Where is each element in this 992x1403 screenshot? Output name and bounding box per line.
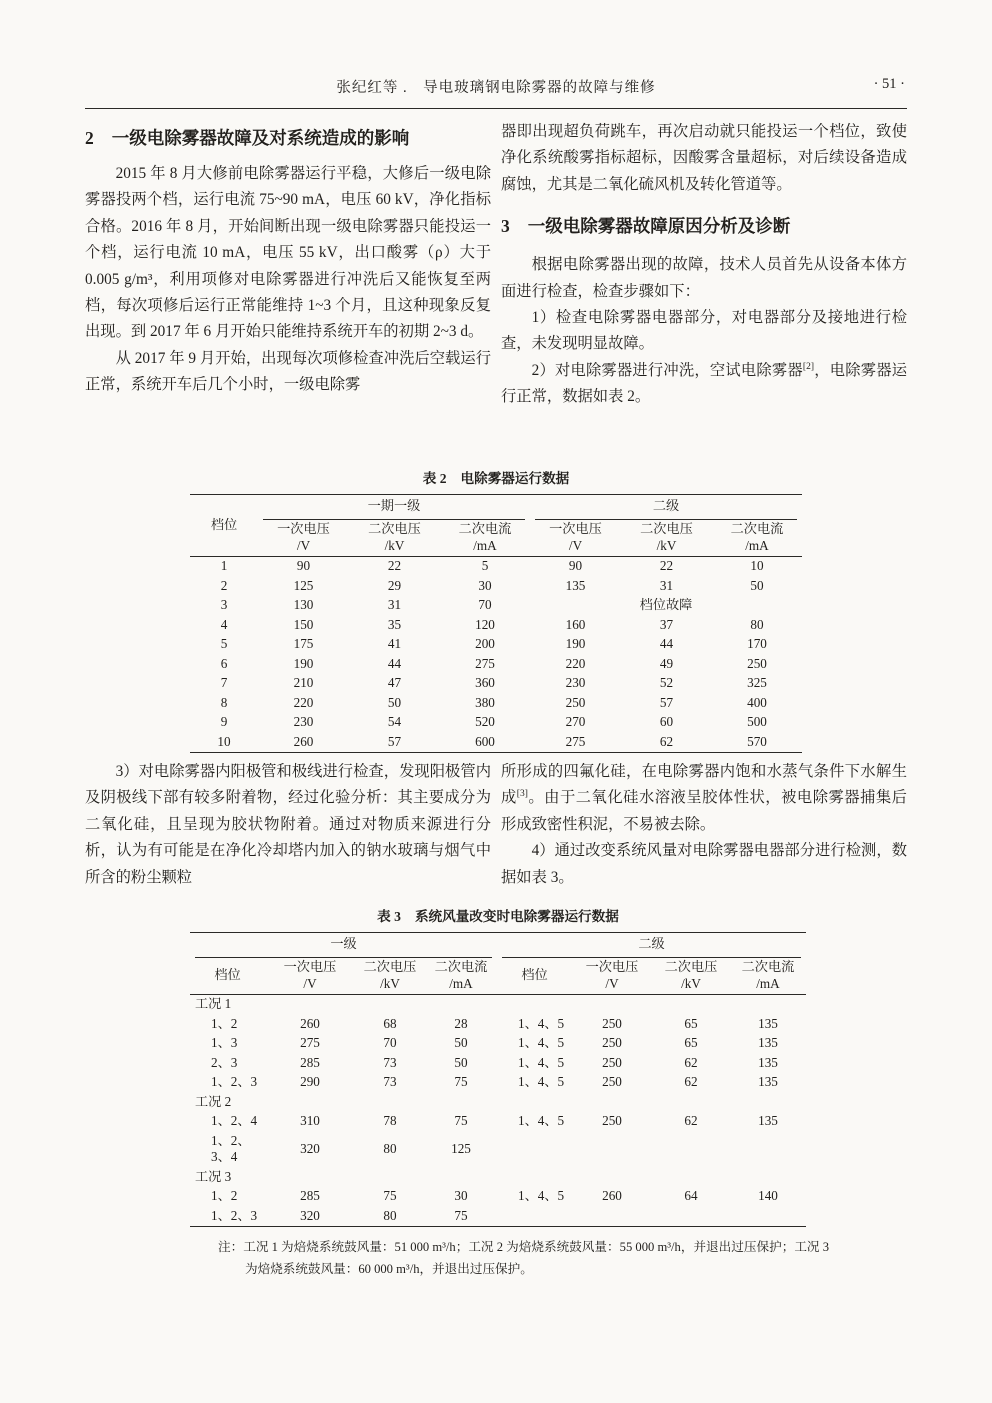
table-2-cell: 135 — [565, 577, 586, 593]
table-3-cell: 1、2 — [211, 1188, 238, 1203]
paragraph: 从 2017 年 9 月开始，出现每次项修检查冲洗后空载运行正常，系统开车后几个小时，一级电除雾 — [85, 349, 491, 394]
table-2-cell: 360 — [475, 675, 495, 690]
right-column-1 — [501, 119, 907, 411]
table-3-cell: 285 — [300, 1188, 320, 1203]
table-2-cell: 5 — [481, 558, 489, 573]
table-3-condition-row — [190, 1092, 806, 1112]
table-3-cell: 135 — [758, 1015, 778, 1031]
table-2-cell: 60 — [659, 714, 674, 729]
table-2-cell: 29 — [387, 577, 402, 593]
header-rule — [85, 108, 907, 109]
running-title: 张纪红等 . 导电玻璃钢电除雾器的故障与维修 — [336, 80, 656, 96]
table-3-caption-title: 系统风量改变时电除雾器运行数据 — [414, 909, 619, 924]
table-3-cell: 285 — [300, 1054, 320, 1070]
table-3-cell: 80 — [383, 1207, 397, 1223]
table-2-caption-label: 表 2 — [422, 471, 447, 486]
section-3-title: 一级电除雾器故障原因分析及诊断 — [527, 216, 791, 237]
table-3-condition-label: 工况 3 — [195, 1168, 232, 1184]
section-2-number: 2 — [85, 128, 94, 148]
table-2-cell: 57 — [659, 694, 674, 710]
table-3-cell: 140 — [758, 1188, 778, 1203]
table-3-cell: 1、4、5 — [518, 1054, 565, 1070]
table-2-cell: 档位故障 — [639, 597, 693, 612]
table-3-cell: 250 — [602, 1113, 622, 1128]
table-2-cell: 270 — [565, 714, 586, 729]
right-column-2 — [501, 759, 907, 891]
paragraph-step-1: 1）检查电除雾器电器部分，对电器部分及接地进行检查，未发现明显故障。 — [501, 309, 907, 353]
table-3-cell — [572, 1131, 652, 1167]
section-2-title: 一级电除雾器故障及对系统造成的影响 — [111, 128, 410, 148]
table-2-col-header: 一次电压 /V — [530, 520, 621, 557]
table-3-cell: 75 — [454, 1207, 468, 1223]
table-3-cell: 50 — [454, 1054, 468, 1070]
table-3-cell: 1、2、3、4 — [211, 1132, 251, 1164]
table-2-cell: 190 — [565, 636, 586, 651]
table-3-cell: 250 — [602, 1035, 622, 1050]
table-2-row — [190, 576, 802, 596]
table-2-cell: 220 — [293, 694, 314, 710]
table-2-cell: 44 — [387, 655, 402, 671]
table-3-cell: 1、4、5 — [518, 1113, 565, 1128]
table-3-cell: 1、2 — [211, 1015, 238, 1031]
table-2-cell: 275 — [475, 655, 495, 671]
table-2-cell: 150 — [293, 616, 314, 632]
section-2-heading — [85, 123, 491, 153]
table-3-condition-label: 工况 2 — [195, 1093, 232, 1109]
left-column-1 — [85, 119, 491, 411]
table-2-cell: 600 — [475, 733, 495, 749]
table-2-cell: 54 — [387, 714, 402, 729]
table-3-cell: 125 — [451, 1140, 471, 1156]
table-2-cell: 200 — [475, 636, 495, 651]
table-2-cell: 520 — [475, 714, 495, 729]
table-2-cell: 22 — [659, 558, 674, 573]
table-3-row — [190, 1112, 806, 1132]
table-2-cell: 275 — [565, 733, 586, 749]
table-3-cell: 135 — [758, 1074, 778, 1089]
table-2-cell: 500 — [747, 714, 767, 729]
table-2-caption — [190, 467, 802, 487]
table-3-row — [190, 1014, 806, 1034]
table-2-row — [190, 556, 802, 576]
table-3-cell: 250 — [602, 1074, 622, 1089]
table-3-cell — [652, 1131, 730, 1167]
section-3-heading — [501, 211, 907, 241]
table-3-col-header: 一次电压 /V — [572, 958, 652, 995]
table-2-cell: 90 — [296, 558, 311, 573]
table-2-cell: 175 — [293, 636, 314, 651]
table-2-cell: 125 — [293, 577, 314, 593]
table-3-cell: 1、4、5 — [518, 1188, 565, 1203]
table-3-cell: 80 — [383, 1140, 397, 1156]
table-3-cell — [730, 1206, 806, 1226]
paragraph: 根据电除雾器出现的故障，技术人员首先从设备本体方面进行检查，检查步骤如下： — [501, 256, 907, 300]
table-3-cell: 65 — [684, 1035, 698, 1050]
table-3-cell: 70 — [383, 1035, 397, 1050]
table-2-cell: 35 — [387, 616, 402, 632]
running-head — [85, 76, 907, 98]
paragraph-step-4: 4）通过改变系统风量对电除雾器电器部分进行检测，数据如表 3。 — [501, 842, 907, 886]
table-3-stub-header: 档位 — [497, 958, 572, 995]
table-3-cell: 290 — [300, 1074, 320, 1089]
table-3-cell: 135 — [758, 1113, 778, 1128]
table-2 — [190, 494, 802, 753]
table-3-row — [190, 1073, 806, 1093]
table-2-cell: 5 — [220, 636, 228, 651]
table-3-cell: 275 — [300, 1035, 320, 1050]
table-3-stub-header: 档位 — [190, 958, 265, 995]
table-3-cell — [572, 1206, 652, 1226]
table-2-cell: 3 — [220, 597, 228, 612]
table-3-cell: 1、2、3 — [211, 1074, 258, 1089]
table-2-col-header: 一次电压 /V — [258, 520, 349, 557]
table-2-cell: 44 — [659, 636, 674, 651]
table-2-cell: 41 — [387, 636, 402, 651]
table-3-row — [190, 1206, 806, 1226]
table-2-cell: 230 — [565, 675, 586, 690]
table-2-cell: 2 — [220, 577, 228, 593]
table-3-col-header: 二次电压 /kV — [355, 958, 425, 995]
table-3-row — [190, 1053, 806, 1073]
table-2-cell: 400 — [747, 694, 767, 710]
table-2-cell: 7 — [220, 675, 228, 690]
table-3-cell: 73 — [383, 1074, 397, 1089]
table-3-cell: 1、3 — [211, 1035, 238, 1050]
table-2-row — [190, 635, 802, 655]
table-2-cell: 70 — [478, 597, 492, 612]
table-2-cell: 260 — [293, 733, 314, 749]
table-2-cell: 37 — [659, 616, 674, 632]
table-2-cell: 120 — [475, 616, 495, 632]
table-3-cell: 1、4、5 — [518, 1074, 565, 1089]
table-3-cell: 320 — [300, 1207, 320, 1223]
table-2-row — [190, 732, 802, 752]
table-3-cell: 50 — [454, 1035, 468, 1050]
table-3-cell: 64 — [684, 1188, 698, 1203]
table-2-cell: 8 — [220, 694, 228, 710]
table-2-cell: 22 — [387, 558, 402, 573]
table-3-block — [190, 905, 829, 1280]
table-3-cell: 1、2、3 — [211, 1207, 258, 1223]
table-2-col-header: 二次电流 /mA — [440, 520, 530, 557]
table-2-cell: 130 — [293, 597, 314, 612]
table-2-cell: 1 — [220, 558, 228, 573]
table-3-cell: 75 — [383, 1188, 397, 1203]
table-3-cell: 62 — [684, 1113, 698, 1128]
table-2-block — [190, 467, 802, 753]
table-2-cell: 50 — [750, 577, 764, 593]
table-3-cell — [497, 1131, 572, 1167]
table-3-col-header: 二次电压 /kV — [652, 958, 730, 995]
table-2-cell: 325 — [747, 675, 767, 690]
table-2-cell: 52 — [659, 675, 674, 690]
table-3-col-header: 二次电流 /mA — [425, 958, 497, 995]
table-2-col-header: 二次电压 /kV — [349, 520, 440, 557]
section-3-number: 3 — [501, 216, 510, 237]
table-3-row — [190, 1131, 806, 1167]
table-2-cell: 4 — [220, 616, 228, 632]
table-2-cell: 9 — [220, 714, 228, 729]
table-3-cell: 1、4、5 — [518, 1015, 565, 1031]
table-3-cell: 75 — [454, 1113, 468, 1128]
table-2-cell: 170 — [747, 636, 767, 651]
table-2-cell: 10 — [217, 733, 231, 749]
table-3-condition-label: 工况 1 — [195, 996, 232, 1011]
table-3-cell: 65 — [684, 1015, 698, 1031]
table-2-cell: 250 — [747, 655, 767, 671]
table-3-cell: 260 — [300, 1015, 320, 1031]
table-3-cell: 310 — [300, 1113, 320, 1128]
table-3-cell: 320 — [300, 1140, 320, 1156]
table-2-cell: 80 — [750, 616, 764, 632]
table-2-cell: 210 — [293, 675, 314, 690]
table-2-cell: 50 — [387, 694, 402, 710]
table-3-group-header-1: 一级 — [190, 933, 497, 958]
table-3-group-header-2: 二级 — [497, 933, 806, 958]
table-3-cell: 73 — [383, 1054, 397, 1070]
table-2-cell: 6 — [220, 655, 228, 671]
page-number: · 51 · — [873, 76, 905, 92]
table-2-row — [190, 596, 802, 616]
table-3-row — [190, 1034, 806, 1054]
table-3-cell: 260 — [602, 1188, 622, 1203]
table-3-cell: 135 — [758, 1054, 778, 1070]
table-2-row — [190, 615, 802, 635]
table-2-cell: 62 — [659, 733, 674, 749]
table-2-group-header-1: 一期一级 — [258, 495, 530, 520]
table-2-cell: 570 — [747, 733, 767, 749]
table-3-caption — [190, 905, 806, 925]
table-2-caption-title: 电除雾器运行数据 — [460, 471, 570, 486]
table-3-condition-row — [190, 1167, 806, 1187]
table-2-cell: 160 — [565, 616, 586, 632]
table-2-col-header: 二次电压 /kV — [621, 520, 712, 557]
paragraph-step-2: 2）对电除雾器进行冲洗，空试电除雾器[2]，电除雾器运行正常，数据如表 2。 — [501, 361, 907, 406]
table-2-cell: 31 — [387, 597, 402, 612]
paragraph-step-3: 3）对电除雾器内阳极管和极线进行检查，发现阳极管内及阴极线下部有较多附着物，经过化验分析：其主要成分为二氧化硅，且呈现为胶状物附着。通过对物质来源进行分析，认为有可能是在净化冷却塔内加入的钠水玻璃与烟气中所含的粉尘颗粒 — [85, 763, 491, 886]
table-3-note: 注：工况 1 为焙烧系统鼓风量：51 000 m³/h；工况 2 为焙烧系统鼓风量：55 000 m³/h，并退出过压保护；工况 3 为焙烧系统鼓风量：60 000 m³/h，并退出过压保护。 — [218, 1239, 829, 1276]
table-2-cell: 230 — [293, 714, 314, 729]
table-2-group-header-2: 二级 — [530, 495, 802, 520]
text-band-2 — [85, 759, 907, 891]
table-2-cell: 380 — [475, 694, 495, 710]
table-3-cell — [652, 1206, 730, 1226]
table-3-cell: 75 — [454, 1074, 468, 1089]
table2-body — [190, 556, 802, 752]
table-3-cell: 2、3 — [211, 1054, 238, 1070]
table-2-cell: 90 — [568, 558, 583, 573]
table-3-cell: 250 — [602, 1054, 622, 1070]
table-3-cell — [730, 1131, 806, 1167]
table-2-cell: 10 — [750, 558, 764, 573]
table-3-cell: 62 — [684, 1054, 698, 1070]
table-2-cell: 190 — [293, 655, 314, 671]
left-column-2 — [85, 759, 491, 891]
table-3-cell: 78 — [383, 1113, 397, 1128]
table-3-cell: 1、4、5 — [518, 1035, 565, 1050]
paragraph: 2015 年 8 月大修前电除雾器运行平稳，大修后一级电除雾器投两个档，运行电流 75~90 mA，电压 60 kV，净化指标合格。2016 年 8 月，开始间断出现一级电除雾器只能投运一个档，运行电流 10 mA，电压 55 kV，出口酸雾（ρ）大于 0.005 g/m³，利用项修对电除雾器进行冲洗后又能恢复至两档，每次项修后运行正常能维持 1~3 个月，且这种现象反复出现。到 2017 年 6 月开始只能维持系统开车的初期 2~3 d。 — [85, 165, 491, 341]
table-2-cell: 57 — [387, 733, 402, 749]
table-2-cell: 220 — [565, 655, 586, 671]
table-3-cell: 28 — [454, 1015, 468, 1031]
paragraph-continuation: 所形成的四氟化硅，在电除雾器内饱和水蒸气条件下水解生成[3]。由于二氧化硅水溶液呈胶体性状，被电除雾器捕集后形成致密性积泥，不易被去除。 — [501, 763, 907, 833]
table-3-caption-label: 表 3 — [377, 909, 401, 924]
table-3-cell — [497, 1206, 572, 1226]
table-3-cell: 62 — [684, 1074, 698, 1089]
table-3-row — [190, 1187, 806, 1207]
table-2-cell: 49 — [659, 655, 674, 671]
table-3-cell: 68 — [383, 1015, 397, 1031]
table-3-cell: 250 — [602, 1015, 622, 1031]
table-2-row — [190, 674, 802, 694]
table-3-condition-row — [190, 994, 806, 1014]
table-2-row — [190, 693, 802, 713]
table-3-cell: 135 — [758, 1035, 778, 1050]
table-2-stub-header: 档位 — [190, 495, 258, 557]
table-3-cell: 1、2、4 — [211, 1113, 258, 1128]
table-3-col-header: 一次电压 /V — [265, 958, 355, 995]
table-2-cell: 31 — [659, 577, 674, 593]
table3-body — [190, 994, 806, 1226]
paragraph-continuation: 器即出现超负荷跳车，再次启动就只能投运一个档位，致使净化系统酸雾指标超标，因酸雾含量超标，对后续设备造成腐蚀，尤其是二氧化硫风机及转化管道等。 — [501, 123, 907, 193]
table-2-row — [190, 713, 802, 733]
table-2-cell: 30 — [478, 577, 492, 593]
table-2-cell: 47 — [387, 675, 402, 690]
table-2-cell: 250 — [565, 694, 586, 710]
table-3 — [190, 932, 806, 1227]
table-2-col-header: 二次电流 /mA — [712, 520, 802, 557]
table-3-col-header: 二次电流 /mA — [730, 958, 806, 995]
table-2-row — [190, 654, 802, 674]
table-3-cell: 30 — [454, 1188, 468, 1203]
text-band-1 — [85, 119, 907, 411]
